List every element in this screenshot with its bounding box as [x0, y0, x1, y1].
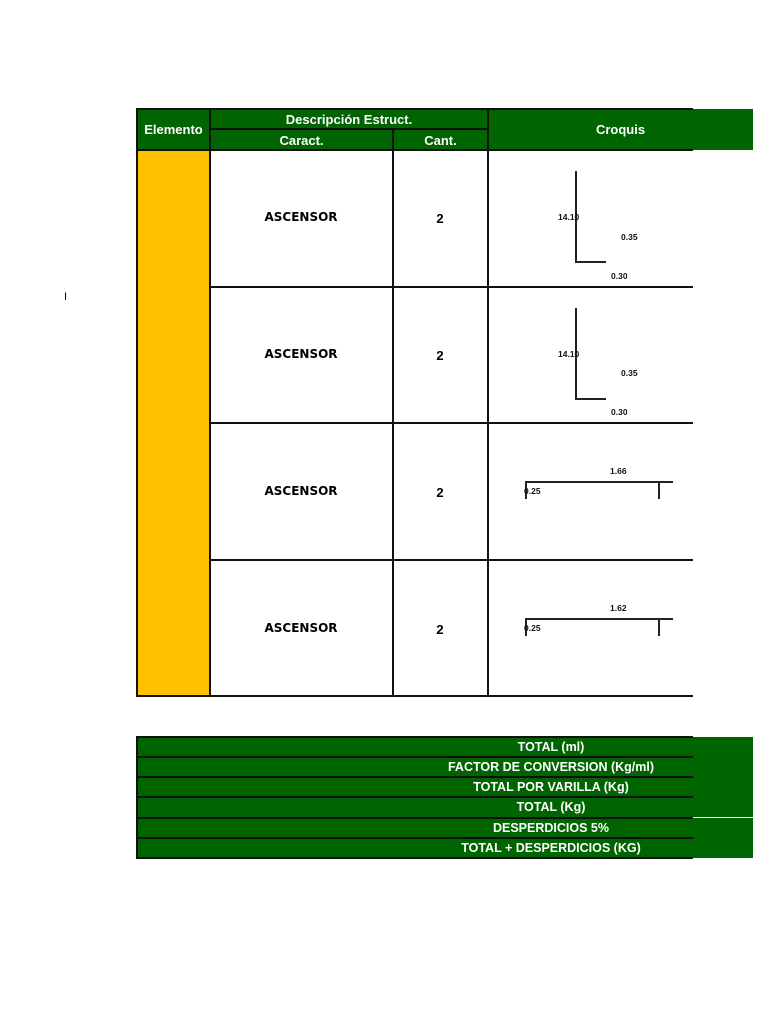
summary-desperdicios [137, 818, 753, 838]
row-caract: ASCENSOR [264, 621, 338, 635]
summary-total-ml [137, 737, 753, 757]
row-caract: ASCENSOR [264, 484, 338, 498]
summary-separator [137, 756, 693, 758]
sketch-u-bar [489, 561, 694, 695]
row-cant: 2 [436, 348, 444, 363]
sketch-hook-label: 0.35 [621, 368, 638, 378]
sketch-length-label: 1.62 [610, 603, 627, 613]
sketch-leg-label: 0.25 [524, 486, 541, 496]
sketch-height-label: 14.10 [558, 349, 580, 359]
sketch-right-leg [658, 618, 660, 636]
summary-total-por-varilla [137, 777, 753, 797]
summary-separator [137, 857, 693, 859]
summary-separator [137, 817, 693, 819]
sketch-l-bar [489, 288, 694, 422]
summary-label: DESPERDICIOS 5% [492, 821, 609, 835]
header-cant: Cant. [424, 132, 457, 148]
summary-total-desperdicios [137, 838, 753, 858]
grid-line [210, 128, 488, 130]
summary-separator [137, 796, 693, 798]
summary-factor-conversion [137, 757, 753, 777]
summary-total-kg [137, 797, 753, 817]
summary-label: TOTAL POR VARILLA (Kg) [473, 780, 629, 794]
row-caract: ASCENSOR [264, 210, 338, 224]
grid-line [209, 108, 211, 697]
sketch-base-line [575, 261, 606, 263]
row-cant: 2 [436, 622, 444, 637]
summary-label: TOTAL (ml) [517, 740, 585, 754]
summary-separator [137, 837, 693, 839]
sketch-top-line [525, 481, 673, 483]
summary-left-border [136, 736, 138, 859]
summary-separator [137, 776, 693, 778]
summary-separator [137, 736, 693, 738]
header-descripcion: Descripción Estruct. [285, 111, 413, 127]
sketch-right-leg [658, 481, 660, 499]
row-cant: 2 [436, 485, 444, 500]
summary-label: TOTAL (Kg) [516, 800, 586, 814]
sketch-base-line [575, 398, 606, 400]
sketch-hook-label: 0.35 [621, 232, 638, 242]
row-caract: ASCENSOR [264, 347, 338, 361]
stray-mark: I [64, 291, 68, 303]
grid-line [137, 108, 693, 110]
row-separator [137, 695, 693, 697]
header-elemento: Elemento [144, 122, 203, 137]
header-croquis: Croquis [595, 122, 646, 137]
elemento-column [138, 151, 209, 696]
sketch-l-bar [489, 151, 694, 285]
summary-label: FACTOR DE CONVERSION (Kg/ml) [447, 760, 655, 774]
sketch-top-line [525, 618, 673, 620]
sketch-base-label: 0.30 [611, 407, 628, 417]
sketch-height-label: 14.10 [558, 212, 580, 222]
sketch-length-label: 1.66 [610, 466, 627, 476]
sketch-base-label: 0.30 [611, 271, 628, 281]
summary-label: TOTAL + DESPERDICIOS (KG) [461, 841, 641, 855]
sketch-u-bar [489, 424, 694, 558]
sketch-leg-label: 0.25 [524, 623, 541, 633]
row-cant: 2 [436, 211, 444, 226]
header-caract: Caract. [279, 132, 324, 148]
